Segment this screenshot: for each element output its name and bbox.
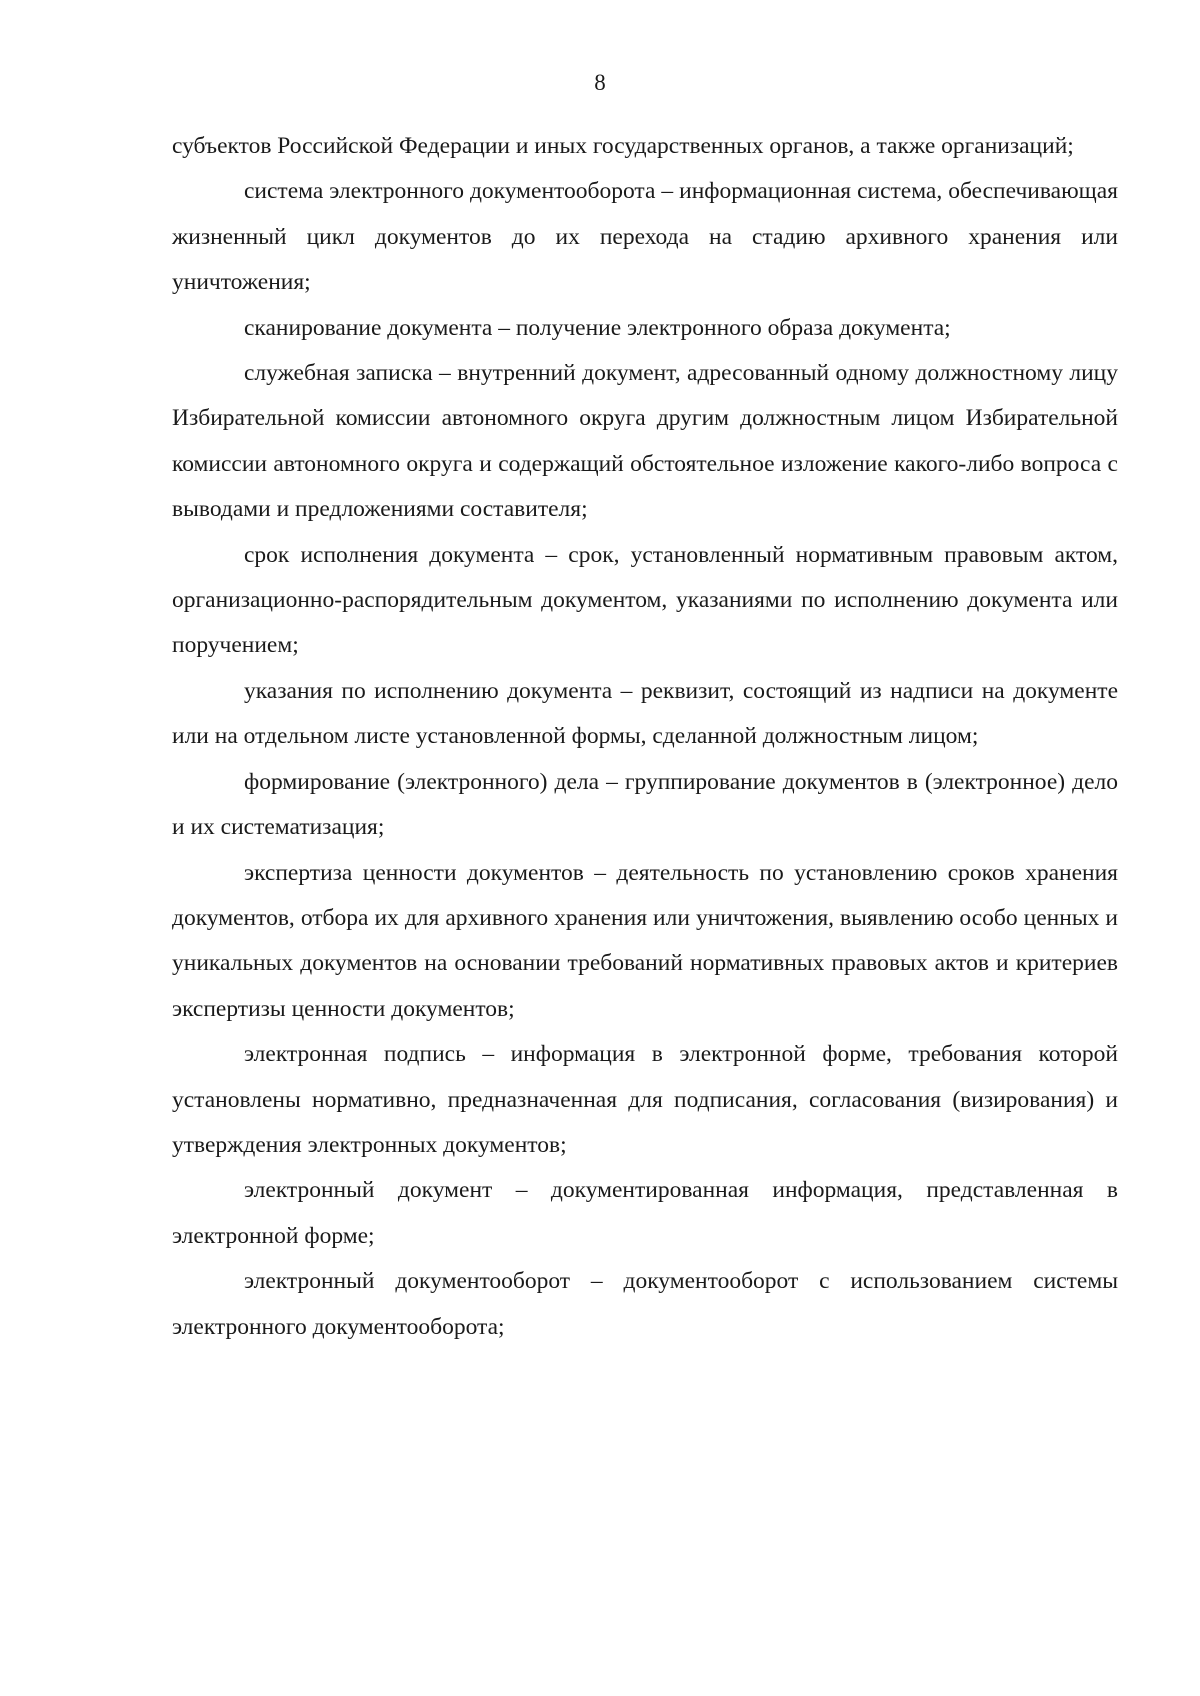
paragraph-e-document-definition: электронный документ – документированная информация, представленная в электронной форме; (172, 1177, 1118, 1249)
paragraph-e-workflow-definition: электронный документооборот – документооборот с использованием системы электронного документооборота; (172, 1268, 1118, 1340)
paragraph-value-expertise-definition: экспертиза ценности документов – деятельность по установлению сроков хранения документов, отбора их для архивного хранения или уничтожения, выявлению особо ценных и уникальных документов на основании требований нормативных правовых актов и критериев экспертизы ценности документов; (172, 859, 1118, 1022)
document-body (172, 124, 1118, 1350)
paragraph-scanning-definition: сканирование документа – получение электронного образа документа; (244, 314, 951, 341)
paragraph-file-formation-definition: формирование (электронного) дела – группирование документов в (электронное) дело и их систематизация; (172, 768, 1118, 841)
page-number: 8 (594, 70, 606, 95)
paragraph-edms-definition: система электронного документооборота – информационная система, обеспечивающая жизненный цикл документов до их перехода на стадию архивного хранения или уничтожения; (172, 178, 1118, 296)
paragraph-e-signature-definition: электронная подпись – информация в электронной форме, требования которой установлены нормативно, предназначенная для подписания, согласования (визирования) и утверждения электронных документов; (172, 1041, 1118, 1158)
paragraph-memo-definition: служебная записка – внутренний документ, адресованный одному должностному лицу Избирательной комиссии автономного округа другим должностным лицом Избирательной комиссии автономного округа и содержащий обстоятельное изложение какого-либо вопроса с выводами и предложениями составителя; (172, 360, 1118, 523)
paragraph-deadline-definition: срок исполнения документа – срок, установленный нормативным правовым актом, организационно-распорядительным документом, указаниями по исполнению документа или поручением; (172, 541, 1118, 659)
paragraph-continued: субъектов Российской Федерации и иных государственных органов, а также организаций; (172, 133, 1074, 159)
paragraph-instructions-definition: указания по исполнению документа – реквизит, состоящий из надписи на документе или на отдельном листе установленной формы, сделанной должностным лицом; (172, 677, 1118, 750)
